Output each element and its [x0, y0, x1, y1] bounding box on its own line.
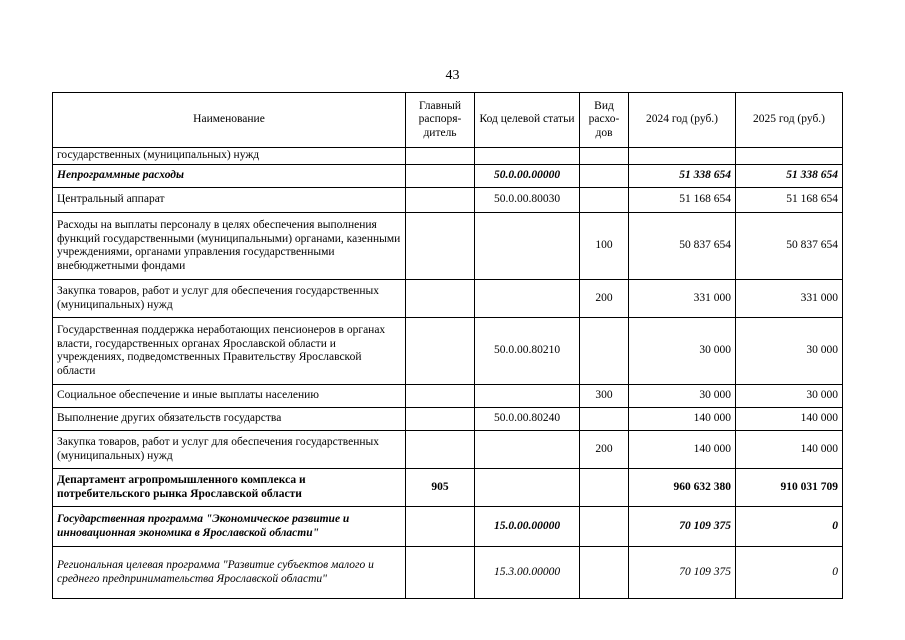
row-admin — [406, 280, 475, 318]
row-code — [475, 280, 580, 318]
row-type — [580, 408, 629, 431]
row-code — [475, 469, 580, 507]
row-admin — [406, 165, 475, 188]
table-row — [53, 165, 843, 188]
row-2024: 140 000 — [629, 408, 736, 431]
row-admin — [406, 431, 475, 469]
row-type — [580, 507, 629, 547]
row-name: Центральный аппарат — [53, 188, 406, 213]
row-2025: 140 000 — [736, 431, 843, 469]
row-type — [580, 165, 629, 188]
row-2024 — [629, 148, 736, 165]
row-name: Государственная программа "Экономическое развитие и инновационная экономика в Ярославской области" — [53, 507, 406, 547]
row-type: 200 — [580, 280, 629, 318]
table-row — [53, 280, 843, 318]
row-type — [580, 188, 629, 213]
row-code: 15.0.00.00000 — [475, 507, 580, 547]
header-2024: 2024 год (руб.) — [629, 93, 736, 148]
row-2025 — [736, 148, 843, 165]
row-admin — [406, 408, 475, 431]
row-2024: 51 168 654 — [629, 188, 736, 213]
row-2024: 331 000 — [629, 280, 736, 318]
row-2025: 51 338 654 — [736, 165, 843, 188]
row-code: 50.0.00.00000 — [475, 165, 580, 188]
row-2025: 51 168 654 — [736, 188, 843, 213]
table-header-row — [53, 93, 843, 148]
row-type — [580, 148, 629, 165]
row-2024: 30 000 — [629, 318, 736, 385]
row-code: 50.0.00.80210 — [475, 318, 580, 385]
table-row — [53, 408, 843, 431]
row-2025: 0 — [736, 547, 843, 599]
row-name: Региональная целевая программа "Развитие субъектов малого и среднего предпринимательства Ярославской области" — [53, 547, 406, 599]
table-row — [53, 469, 843, 507]
row-type — [580, 547, 629, 599]
header-code: Код целевой статьи — [475, 93, 580, 148]
row-2024: 70 109 375 — [629, 507, 736, 547]
row-name: Выполнение других обязательств государства — [53, 408, 406, 431]
row-name: Непрограммные расходы — [53, 165, 406, 188]
row-admin — [406, 385, 475, 408]
row-name: государственных (муниципальных) нужд — [53, 148, 406, 165]
row-2024: 30 000 — [629, 385, 736, 408]
row-type: 100 — [580, 213, 629, 280]
row-code — [475, 431, 580, 469]
row-code: 50.0.00.80030 — [475, 188, 580, 213]
row-code: 50.0.00.80240 — [475, 408, 580, 431]
row-2024: 50 837 654 — [629, 213, 736, 280]
header-admin: Главный распоря-дитель — [406, 93, 475, 148]
row-2024: 140 000 — [629, 431, 736, 469]
row-admin: 905 — [406, 469, 475, 507]
row-2025: 30 000 — [736, 385, 843, 408]
row-name: Государственная поддержка неработающих пенсионеров в органах власти, государственных органах Ярославской области и учреждениях, подведомственных Правительству Ярославской области — [53, 318, 406, 385]
row-admin — [406, 213, 475, 280]
table-row — [53, 507, 843, 547]
row-2025: 30 000 — [736, 318, 843, 385]
row-type: 200 — [580, 431, 629, 469]
row-admin — [406, 318, 475, 385]
header-2025: 2025 год (руб.) — [736, 93, 843, 148]
row-2024: 960 632 380 — [629, 469, 736, 507]
row-2024: 70 109 375 — [629, 547, 736, 599]
table-row — [53, 213, 843, 280]
row-type: 300 — [580, 385, 629, 408]
row-admin — [406, 148, 475, 165]
header-name: Наименование — [53, 93, 406, 148]
page-number: 43 — [445, 68, 460, 83]
table-row — [53, 148, 843, 165]
row-2025: 331 000 — [736, 280, 843, 318]
table-row — [53, 385, 843, 408]
row-name: Департамент агропромышленного комплекса и потребительского рынка Ярославской области — [53, 469, 406, 507]
row-type — [580, 469, 629, 507]
row-type — [580, 318, 629, 385]
row-name: Социальное обеспечение и иные выплаты населению — [53, 385, 406, 408]
row-name: Закупка товаров, работ и услуг для обеспечения государственных (муниципальных) нужд — [53, 431, 406, 469]
row-2025: 910 031 709 — [736, 469, 843, 507]
row-2024: 51 338 654 — [629, 165, 736, 188]
row-admin — [406, 547, 475, 599]
table-row — [53, 188, 843, 213]
row-code: 15.3.00.00000 — [475, 547, 580, 599]
row-admin — [406, 188, 475, 213]
row-name: Расходы на выплаты персоналу в целях обеспечения выполнения функций государственными (муниципальными) органами, казенными учреждениями, органами управления государственными внебюджетными фондами — [53, 213, 406, 280]
table-row — [53, 318, 843, 385]
row-code — [475, 385, 580, 408]
table-row — [53, 547, 843, 599]
row-2025: 140 000 — [736, 408, 843, 431]
row-admin — [406, 507, 475, 547]
table-row — [53, 431, 843, 469]
row-name: Закупка товаров, работ и услуг для обеспечения государственных (муниципальных) нужд — [53, 280, 406, 318]
row-code — [475, 213, 580, 280]
row-2025: 50 837 654 — [736, 213, 843, 280]
header-type: Вид расхо-дов — [580, 93, 629, 148]
budget-table — [52, 92, 843, 599]
row-code — [475, 148, 580, 165]
row-2025: 0 — [736, 507, 843, 547]
